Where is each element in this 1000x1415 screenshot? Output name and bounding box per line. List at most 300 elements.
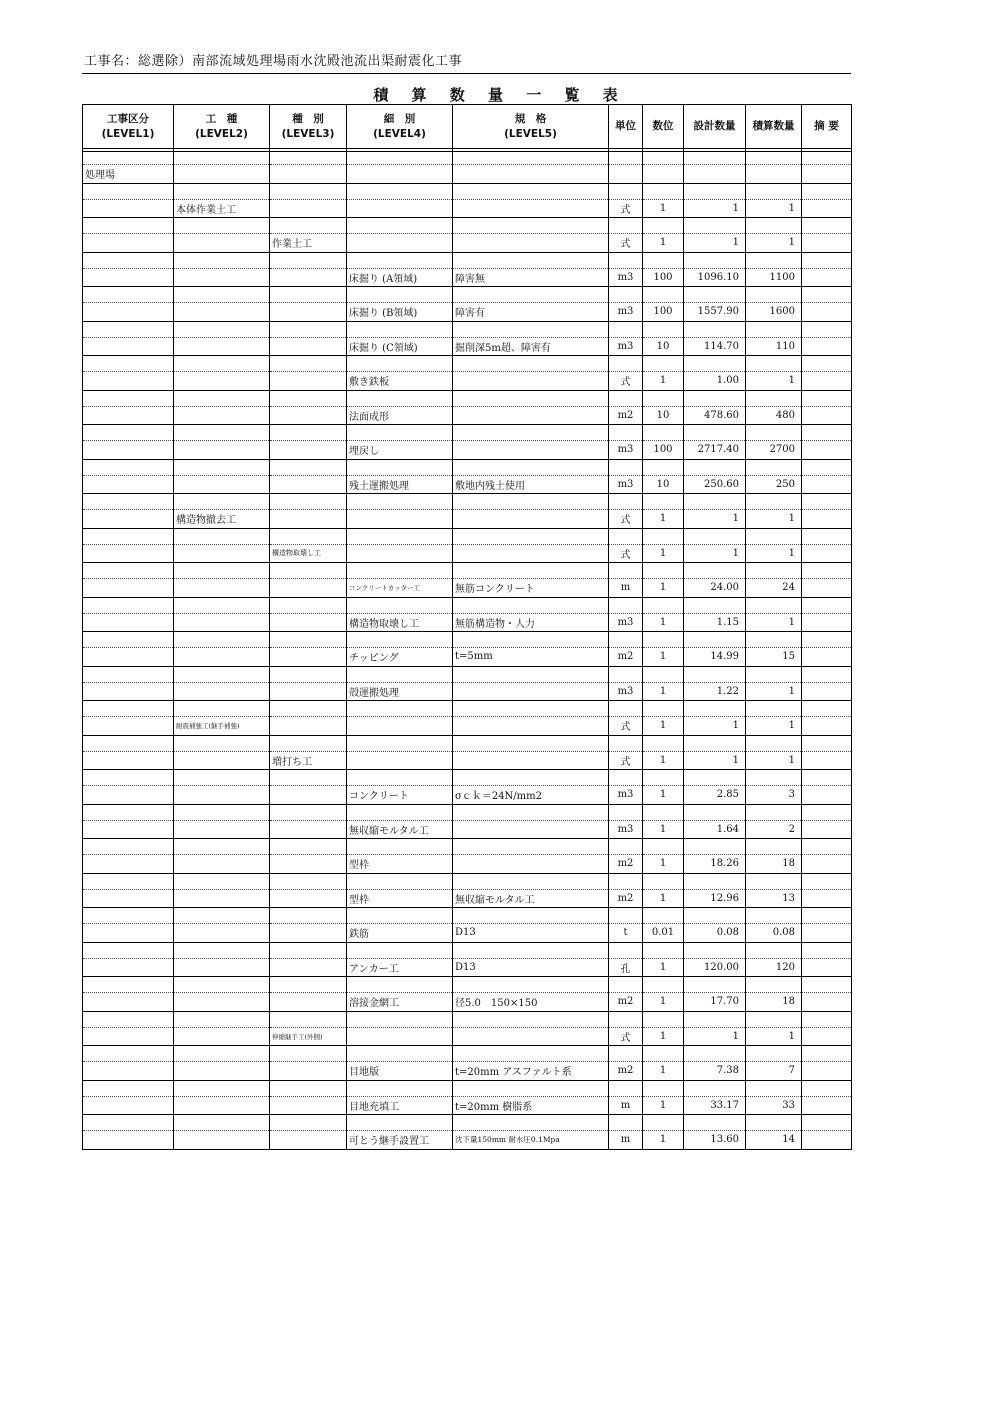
table-spacer-row [83,494,852,510]
spacer-cell [347,735,453,751]
cell-unit: m3 [609,682,643,701]
spacer-cell [453,152,609,165]
cell-remark [802,1027,852,1046]
cell-l1 [83,337,174,356]
project-name: 工事名：総選除）南部流域処理場雨水沈殿池流出渠耐震化工事 [84,54,463,69]
spacer-cell [174,252,270,268]
spacer-cell [347,701,453,717]
cell-digit: 100 [643,268,684,287]
cell-remark [802,199,852,218]
spacer-cell [83,908,174,924]
cell-digit: 1 [643,682,684,701]
cell-digit: 1 [643,855,684,874]
table-spacer-row [83,287,852,303]
spacer-cell [802,977,852,993]
cell-calc: 110 [746,337,802,356]
spacer-cell [802,287,852,303]
spacer-cell [746,321,802,337]
spacer-cell [746,287,802,303]
page-title: 積 算 数 量 一 覧 表 [373,86,627,104]
spacer-cell [347,390,453,406]
table-spacer-row [83,804,852,820]
spacer-cell [347,152,453,165]
cell-l2 [174,682,270,701]
cell-l5 [453,1027,609,1046]
cell-remark [802,1096,852,1115]
cell-l2 [174,889,270,908]
cell-l4: コンクリートカッター工 [347,579,453,598]
cell-l3 [270,648,347,667]
spacer-cell [684,183,746,199]
cell-design: 1096.10 [684,268,746,287]
table-row [83,1131,852,1150]
cell-l3 [270,165,347,184]
spacer-cell [347,287,453,303]
spacer-cell [347,942,453,958]
cell-l2 [174,1096,270,1115]
spacer-cell [453,632,609,648]
cell-digit: 1 [643,993,684,1012]
cell-l4: 型枠 [347,855,453,874]
cell-l2 [174,441,270,460]
table-row [83,337,852,356]
table-spacer-row [83,873,852,889]
spacer-cell [746,873,802,889]
spacer-cell [453,528,609,544]
spacer-cell [746,390,802,406]
table-spacer-row [83,356,852,372]
cell-calc: 1 [746,510,802,529]
cell-l4: 可とう継手設置工 [347,1131,453,1150]
cell-l4 [347,234,453,253]
cell-l4 [347,165,453,184]
cell-remark [802,855,852,874]
table-spacer-row [83,1046,852,1062]
cell-l5: 掘削深5m超、障害有 [453,337,609,356]
cell-calc: 1 [746,234,802,253]
cell-unit: 式 [609,751,643,770]
spacer-cell [746,528,802,544]
header-level4-sub: (LEVEL4) [373,127,426,140]
spacer-cell [643,1115,684,1131]
quantity-table [82,104,852,1150]
spacer-cell [802,356,852,372]
spacer-cell [453,977,609,993]
table-row [83,579,852,598]
table-spacer-row [83,632,852,648]
cell-digit: 1 [643,820,684,839]
spacer-cell [347,494,453,510]
spacer-cell [746,183,802,199]
spacer-cell [270,873,347,889]
spacer-cell [609,425,643,441]
spacer-cell [453,735,609,751]
cell-l5: t=20mm アスファルト系 [453,1062,609,1081]
table-spacer-row [83,390,852,406]
table-row [83,234,852,253]
cell-l2 [174,1027,270,1046]
spacer-cell [609,873,643,889]
cell-l4: 型枠 [347,889,453,908]
cell-digit: 100 [643,303,684,322]
table-row [83,1062,852,1081]
cell-digit: 10 [643,337,684,356]
spacer-cell [746,942,802,958]
spacer-cell [83,494,174,510]
spacer-cell [643,287,684,303]
spacer-cell [802,839,852,855]
cell-remark [802,889,852,908]
spacer-cell [174,528,270,544]
cell-remark [802,613,852,632]
spacer-cell [746,735,802,751]
spacer-cell [83,390,174,406]
spacer-cell [746,770,802,786]
spacer-cell [609,563,643,579]
spacer-cell [270,942,347,958]
spacer-cell [453,252,609,268]
spacer-cell [643,942,684,958]
cell-design: 250.60 [684,475,746,494]
spacer-cell [643,183,684,199]
spacer-cell [270,977,347,993]
cell-l1 [83,855,174,874]
spacer-cell [453,666,609,682]
table-row [83,889,852,908]
spacer-cell [347,425,453,441]
cell-l1 [83,1062,174,1081]
spacer-cell [270,908,347,924]
spacer-cell [746,666,802,682]
header-level4-title: 細 別 [383,112,416,125]
cell-digit: 1 [643,199,684,218]
spacer-cell [746,563,802,579]
cell-unit: m3 [609,303,643,322]
cell-l5 [453,441,609,460]
spacer-cell [453,218,609,234]
cell-l5: 障害有 [453,303,609,322]
cell-l5: D13 [453,924,609,943]
cell-l3: 作業土工 [270,234,347,253]
cell-l3 [270,820,347,839]
spacer-cell [347,252,453,268]
cell-l2 [174,544,270,563]
cell-l3 [270,441,347,460]
cell-unit: m2 [609,406,643,425]
spacer-cell [609,770,643,786]
cell-calc: 7 [746,1062,802,1081]
header-design-qty: 設計数量 [684,105,746,149]
table-row [83,613,852,632]
spacer-cell [453,459,609,475]
spacer-cell [83,597,174,613]
cell-l5: 無筋構造物・人力 [453,613,609,632]
spacer-cell [174,977,270,993]
cell-remark [802,786,852,805]
spacer-cell [83,152,174,165]
cell-remark [802,717,852,736]
cell-l1 [83,475,174,494]
table-row [83,717,852,736]
cell-l2 [174,613,270,632]
cell-calc: 18 [746,855,802,874]
cell-l1: 処理場 [83,165,174,184]
table-spacer-row [83,666,852,682]
cell-l3: 伸縮継手工(外側) [270,1027,347,1046]
spacer-cell [347,770,453,786]
cell-l1 [83,993,174,1012]
cell-l5: σｃｋ＝24N/mm2 [453,786,609,805]
cell-design: 1 [684,199,746,218]
header-level3 [270,105,347,149]
cell-calc: 1 [746,613,802,632]
cell-l2 [174,958,270,977]
cell-calc: 1 [746,199,802,218]
table-row [83,958,852,977]
cell-design [684,165,746,184]
spacer-cell [609,632,643,648]
cell-l4: 鉄筋 [347,924,453,943]
cell-l2 [174,337,270,356]
spacer-cell [684,152,746,165]
spacer-cell [802,701,852,717]
spacer-cell [347,356,453,372]
table-row [83,199,852,218]
spacer-cell [609,218,643,234]
spacer-cell [270,597,347,613]
spacer-cell [174,942,270,958]
cell-design: 2.85 [684,786,746,805]
cell-l3 [270,958,347,977]
cell-remark [802,234,852,253]
cell-design: 13.60 [684,1131,746,1150]
spacer-cell [609,701,643,717]
cell-design: 17.70 [684,993,746,1012]
spacer-cell [174,701,270,717]
cell-l2 [174,234,270,253]
spacer-cell [643,1080,684,1096]
table-row [83,544,852,563]
cell-l3 [270,1131,347,1150]
spacer-cell [174,1046,270,1062]
spacer-cell [746,597,802,613]
cell-l3 [270,579,347,598]
spacer-cell [746,218,802,234]
spacer-cell [174,152,270,165]
spacer-cell [684,839,746,855]
cell-calc: 15 [746,648,802,667]
header-remarks: 摘 要 [802,105,852,149]
cell-l5 [453,544,609,563]
table-row [83,1027,852,1046]
spacer-cell [609,1080,643,1096]
spacer-cell [83,1046,174,1062]
spacer-cell [347,908,453,924]
cell-l1 [83,820,174,839]
cell-unit: 式 [609,544,643,563]
cell-unit: m3 [609,475,643,494]
spacer-cell [802,459,852,475]
table-spacer-row [83,321,852,337]
cell-l4 [347,544,453,563]
spacer-cell [174,321,270,337]
cell-l3 [270,510,347,529]
spacer-cell [347,1080,453,1096]
cell-calc: 13 [746,889,802,908]
spacer-cell [347,183,453,199]
header-level4 [347,105,453,149]
spacer-cell [609,356,643,372]
cell-l3 [270,855,347,874]
spacer-cell [609,1011,643,1027]
cell-l1 [83,924,174,943]
spacer-cell [802,873,852,889]
spacer-cell [643,908,684,924]
cell-design: 1 [684,544,746,563]
spacer-cell [174,804,270,820]
table-row [83,924,852,943]
cell-unit: m3 [609,268,643,287]
cell-calc: 120 [746,958,802,977]
spacer-cell [83,425,174,441]
cell-l3 [270,993,347,1012]
spacer-cell [643,735,684,751]
cell-l1 [83,958,174,977]
cell-design: 18.26 [684,855,746,874]
table-spacer-row [83,839,852,855]
table-row [83,268,852,287]
cell-l2 [174,855,270,874]
cell-digit: 1 [643,579,684,598]
cell-calc: 1600 [746,303,802,322]
cell-l2 [174,579,270,598]
spacer-cell [746,494,802,510]
spacer-cell [174,390,270,406]
spacer-cell [643,152,684,165]
table-row [83,372,852,391]
cell-l5 [453,510,609,529]
spacer-cell [684,356,746,372]
spacer-cell [643,632,684,648]
table-row [83,1096,852,1115]
cell-calc: 1 [746,717,802,736]
cell-l2 [174,475,270,494]
spacer-cell [174,425,270,441]
table-row [83,510,852,529]
spacer-cell [347,459,453,475]
spacer-cell [270,770,347,786]
spacer-cell [83,942,174,958]
spacer-cell [347,1046,453,1062]
cell-l3 [270,372,347,391]
cell-design: 1 [684,717,746,736]
spacer-cell [83,804,174,820]
spacer-cell [83,701,174,717]
spacer-cell [609,666,643,682]
cell-l4: 法面成形 [347,406,453,425]
cell-unit: 式 [609,234,643,253]
cell-remark [802,544,852,563]
cell-unit: m [609,1096,643,1115]
table-row [83,475,852,494]
spacer-cell [347,1011,453,1027]
cell-remark [802,579,852,598]
cell-l3 [270,924,347,943]
cell-calc [746,165,802,184]
spacer-cell [643,770,684,786]
cell-unit: m3 [609,786,643,805]
spacer-cell [609,287,643,303]
cell-l5 [453,855,609,874]
spacer-cell [684,632,746,648]
cell-l1 [83,234,174,253]
spacer-cell [453,563,609,579]
table-spacer-row [83,1011,852,1027]
cell-l2 [174,786,270,805]
cell-remark [802,958,852,977]
cell-l1 [83,579,174,598]
spacer-cell [270,218,347,234]
cell-unit: 式 [609,717,643,736]
spacer-cell [684,252,746,268]
spacer-cell [684,287,746,303]
cell-digit: 0.01 [643,924,684,943]
cell-l3 [270,613,347,632]
cell-digit [643,165,684,184]
cell-remark [802,303,852,322]
cell-calc: 3 [746,786,802,805]
spacer-cell [174,666,270,682]
cell-l2 [174,993,270,1012]
table-spacer-row [83,701,852,717]
cell-unit: 孔 [609,958,643,977]
cell-calc: 18 [746,993,802,1012]
cell-l3 [270,337,347,356]
spacer-cell [746,977,802,993]
spacer-cell [453,597,609,613]
spacer-cell [270,1046,347,1062]
cell-unit: t [609,924,643,943]
spacer-cell [643,1046,684,1062]
cell-l5 [453,372,609,391]
spacer-cell [609,804,643,820]
cell-digit: 1 [643,958,684,977]
cell-design: 1.64 [684,820,746,839]
spacer-cell [270,1080,347,1096]
header-unit: 単位 [609,105,643,149]
spacer-cell [802,494,852,510]
cell-l2: 耐震補強工(継手補強) [174,717,270,736]
cell-l4: 残土運搬処理 [347,475,453,494]
cell-remark [802,820,852,839]
header-digit: 数位 [643,105,684,149]
spacer-cell [684,908,746,924]
cell-design: 7.38 [684,1062,746,1081]
spacer-cell [684,1046,746,1062]
project-underline [82,73,851,74]
cell-l4: 敷き鉄板 [347,372,453,391]
cell-l2 [174,165,270,184]
cell-calc: 1 [746,682,802,701]
header-level5 [453,105,609,149]
table-row [83,820,852,839]
spacer-cell [453,183,609,199]
spacer-cell [174,218,270,234]
table-spacer-row [83,563,852,579]
spacer-cell [83,459,174,475]
spacer-cell [746,1046,802,1062]
cell-remark [802,475,852,494]
